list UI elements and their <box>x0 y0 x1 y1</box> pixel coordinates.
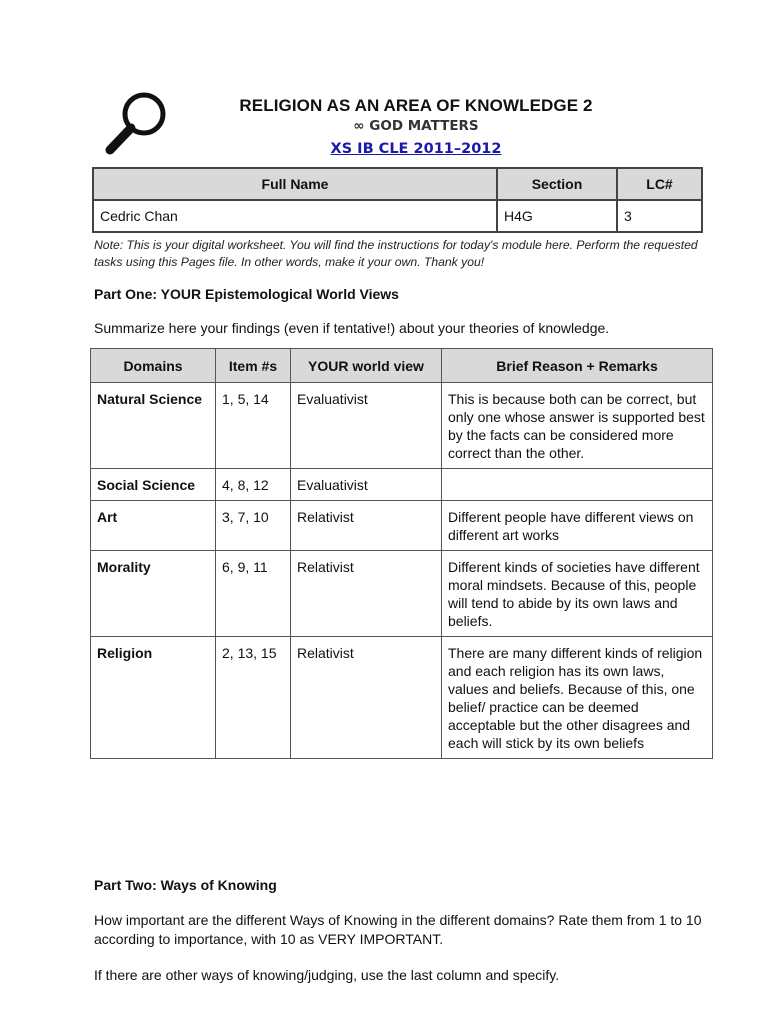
section-cell[interactable]: H4G <box>497 200 617 232</box>
domain-cell: Morality <box>91 551 216 637</box>
remarks-cell[interactable] <box>442 469 713 501</box>
header-remarks: Brief Reason + Remarks <box>442 349 713 383</box>
domain-cell: Religion <box>91 637 216 759</box>
items-cell[interactable]: 3, 7, 10 <box>216 501 291 551</box>
view-cell[interactable]: Relativist <box>291 551 442 637</box>
remarks-cell[interactable]: Different people have different views on different art works <box>442 501 713 551</box>
part-one-heading: Part One: YOUR Epistemological World Views <box>94 286 399 302</box>
view-cell[interactable]: Evaluativist <box>291 383 442 469</box>
worksheet-note: Note: This is your digital worksheet. You will find the instructions for today's module here. Perform the requested tasks using this Pages file. In other words, make it your own. Thank you! <box>94 238 698 269</box>
page-subtitle: ∞ GOD MATTERS <box>353 118 479 134</box>
items-cell[interactable]: 1, 5, 14 <box>216 383 291 469</box>
page-title: RELIGION AS AN AREA OF KNOWLEDGE 2 <box>239 96 593 115</box>
world-views-table <box>90 348 713 759</box>
magnifying-glass-icon <box>100 88 172 160</box>
header-section: Section <box>497 168 617 200</box>
items-cell[interactable]: 4, 8, 12 <box>216 469 291 501</box>
view-cell[interactable]: Relativist <box>291 637 442 759</box>
table-header-row <box>91 349 713 383</box>
course-link[interactable]: XS IB CLE 2011–2012 <box>330 141 502 157</box>
part-two-paragraph-1: How important are the different Ways of Knowing in the different domains? Rate them from 1 to 10 according to importance, with 10 as VERY IMPORTANT. <box>94 912 702 947</box>
table-row <box>91 501 713 551</box>
lc-cell[interactable]: 3 <box>617 200 702 232</box>
domain-cell: Art <box>91 501 216 551</box>
header-lc: LC# <box>617 168 702 200</box>
full-name-cell[interactable]: Cedric Chan <box>93 200 497 232</box>
part-two-paragraph-2: If there are other ways of knowing/judging, use the last column and specify. <box>94 967 560 983</box>
view-cell[interactable]: Relativist <box>291 501 442 551</box>
items-cell[interactable]: 6, 9, 11 <box>216 551 291 637</box>
table-row <box>91 551 713 637</box>
table-row <box>91 469 713 501</box>
header-domains: Domains <box>91 349 216 383</box>
table-row <box>91 637 713 759</box>
remarks-cell[interactable]: This is because both can be correct, but only one whose answer is supported best by the facts can be considered more correct than the other. <box>442 383 713 469</box>
domain-cell: Social Science <box>91 469 216 501</box>
header-full-name: Full Name <box>93 168 497 200</box>
remarks-cell[interactable]: There are many different kinds of religion and each religion has its own laws, values and beliefs. Because of this, one belief/ practice can be deemed acceptable but the other disagrees and each will stick by its own beliefs <box>442 637 713 759</box>
part-two-heading: Part Two: Ways of Knowing <box>94 877 277 893</box>
table-row <box>93 200 702 232</box>
items-cell[interactable]: 2, 13, 15 <box>216 637 291 759</box>
student-info-table <box>92 167 703 233</box>
remarks-cell[interactable]: Different kinds of societies have different moral mindsets. Because of this, people will tend to abide by its own laws and beliefs. <box>442 551 713 637</box>
domain-cell: Natural Science <box>91 383 216 469</box>
header-items: Item #s <box>216 349 291 383</box>
part-one-instructions: Summarize here your findings (even if tentative!) about your theories of knowledge. <box>94 320 610 336</box>
table-header-row <box>93 168 702 200</box>
table-row <box>91 383 713 469</box>
view-cell[interactable]: Evaluativist <box>291 469 442 501</box>
header-world-view: YOUR world view <box>291 349 442 383</box>
